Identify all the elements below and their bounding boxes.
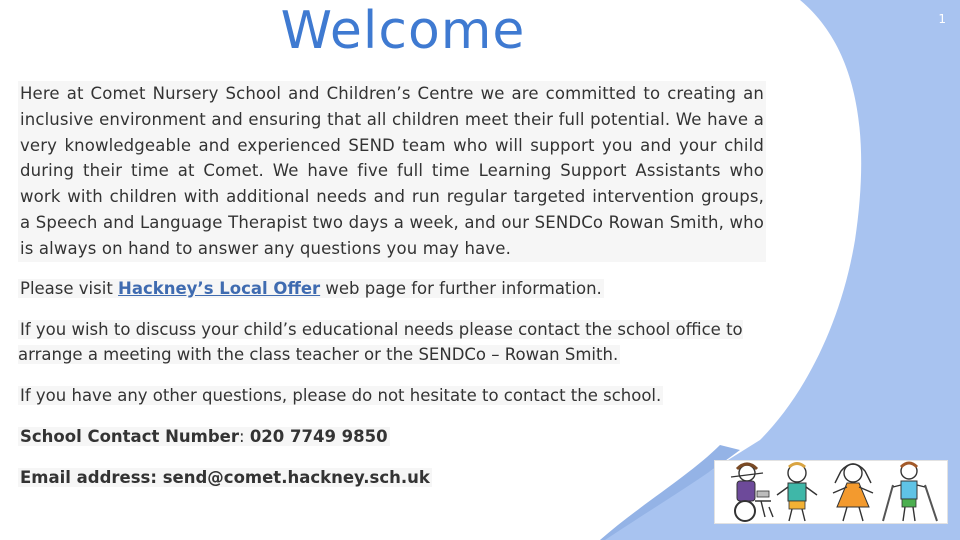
contact-number: 020 7749 9850: [249, 426, 388, 446]
local-offer-suffix: web page for further information.: [320, 278, 602, 298]
children-drawing: [715, 461, 949, 525]
local-offer-link[interactable]: Hackney’s Local Offer: [118, 278, 321, 298]
contact-separator: :: [239, 426, 250, 446]
questions-paragraph: [18, 383, 766, 408]
email-paragraph: [18, 465, 766, 490]
contact-paragraph: [18, 424, 766, 449]
child-green-icon: [777, 464, 817, 522]
discuss-paragraph: [18, 317, 766, 367]
local-offer-prefix: Please visit: [20, 278, 119, 298]
questions-text: If you have any other questions, please do not hesitate to contact the school.: [20, 385, 662, 405]
children-illustration: [714, 460, 948, 524]
page-title: Welcome: [280, 1, 526, 61]
child-wheelchair-icon: [731, 464, 773, 521]
child-crutches-icon: [883, 463, 937, 521]
child-orange-dress-icon: [833, 464, 873, 521]
intro-paragraph: Here at Comet Nursery School and Children’s Centre we are committed to creating an inclusive environment and ensuring that all children meet their full potential. We have a very knowledgeable and experienced SEND team who will support you and your child during their time at Comet. We have five full time Learning Support Assistants who work with children with additional needs and run regular targeted intervention groups, a Speech and Language Therapist two days a week, and our SENDCo Rowan Smith, who is always on hand to answer any questions you may have.: [18, 81, 766, 262]
local-offer-paragraph: [18, 276, 766, 301]
slide-number: 1: [938, 12, 946, 26]
body-content: [18, 81, 766, 506]
discuss-text: If you wish to discuss your child’s educational needs please contact the school office to arrange a meeting with the class teacher or the SENDCo – Rowan Smith.: [18, 319, 743, 364]
contact-label: School Contact Number: [20, 426, 239, 446]
email-address: send@comet.hackney.sch.uk: [162, 467, 430, 487]
email-label: Email address:: [20, 467, 163, 487]
